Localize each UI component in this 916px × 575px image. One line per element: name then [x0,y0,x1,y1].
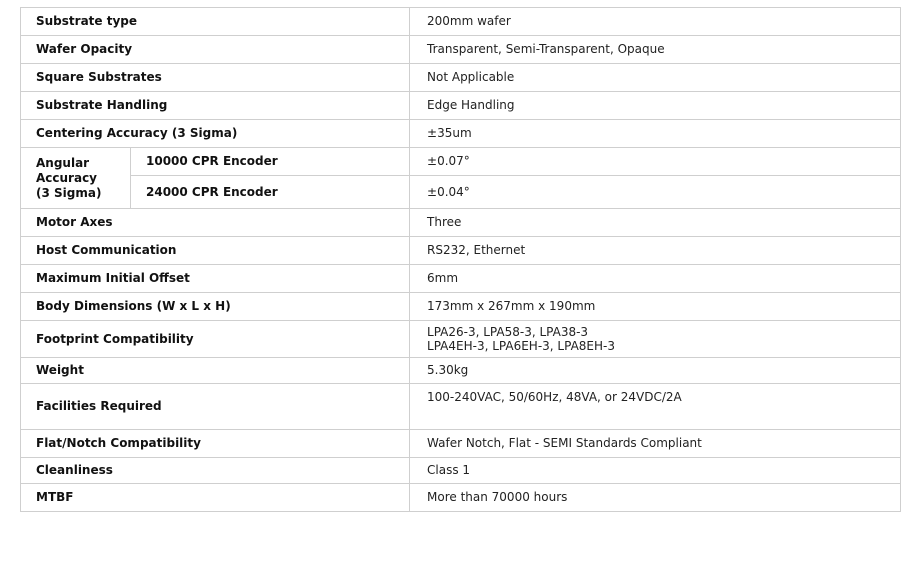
row-label: Substrate type [21,8,410,36]
encoder-value: ±0.07° [410,148,901,176]
encoder-value: ±0.04° [410,176,901,209]
table-row [21,8,901,36]
row-label: Wafer Opacity [21,36,410,64]
value-line: LPA26-3, LPA58-3, LPA38-3 [427,325,589,339]
row-label: Footprint Compatibility [21,321,410,358]
row-value: 5.30kg [410,358,901,384]
row-label: Host Communication [21,237,410,265]
row-label: Motor Axes [21,209,410,237]
row-value: RS232, Ethernet [410,237,901,265]
angular-label-line: Accuracy [36,170,98,185]
table-row [21,237,901,265]
table-row [21,484,901,512]
row-value: 6mm [410,265,901,293]
row-value: 200mm wafer [410,8,901,36]
specifications-table [20,7,901,512]
angular-accuracy-label [21,148,131,209]
row-label: Cleanliness [21,458,410,484]
row-label: Facilities Required [21,384,410,430]
row-value: Class 1 [410,458,901,484]
table-row [21,148,901,176]
table-row [21,209,901,237]
table-row [21,358,901,384]
row-value [410,321,901,358]
row-value: 173mm x 267mm x 190mm [410,293,901,321]
row-value: Not Applicable [410,64,901,92]
row-value: Edge Handling [410,92,901,120]
table-row [21,92,901,120]
table-row [21,384,901,430]
row-value: Three [410,209,901,237]
row-value: Transparent, Semi-Transparent, Opaque [410,36,901,64]
table-row [21,64,901,92]
row-value: More than 70000 hours [410,484,901,512]
table-row [21,430,901,458]
table-row [21,120,901,148]
row-value: Wafer Notch, Flat - SEMI Standards Compliant [410,430,901,458]
table-row [21,458,901,484]
table-row [21,265,901,293]
encoder-label: 24000 CPR Encoder [131,176,410,209]
table-row [21,36,901,64]
value-line: LPA4EH-3, LPA6EH-3, LPA8EH-3 [427,339,615,353]
row-label: Maximum Initial Offset [21,265,410,293]
row-value: ±35um [410,120,901,148]
table-row [21,293,901,321]
row-label: Square Substrates [21,64,410,92]
row-label: Weight [21,358,410,384]
angular-label-line: Angular [36,155,90,170]
row-label: Substrate Handling [21,92,410,120]
row-label: Body Dimensions (W x L x H) [21,293,410,321]
row-label: Flat/Notch Compatibility [21,430,410,458]
row-label: MTBF [21,484,410,512]
row-value: 100-240VAC, 50/60Hz, 48VA, or 24VDC/2A [410,384,901,430]
table-row [21,176,901,209]
encoder-label: 10000 CPR Encoder [131,148,410,176]
angular-label-line: (3 Sigma) [36,185,102,200]
row-label: Centering Accuracy (3 Sigma) [21,120,410,148]
table-row [21,321,901,358]
